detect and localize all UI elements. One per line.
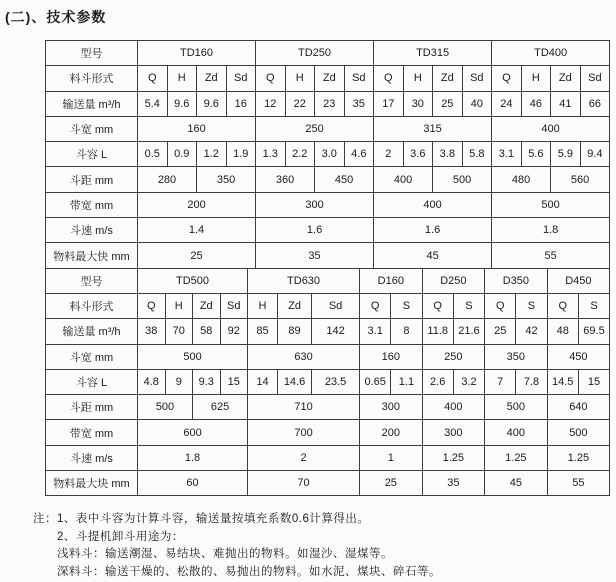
value-cell: 25 [360, 471, 423, 496]
value-cell: Zd [433, 66, 463, 91]
value-cell: 1.25 [422, 445, 485, 470]
value-cell: 2.2 [285, 142, 315, 167]
value-cell: D450 [547, 268, 610, 293]
value-cell: 500 [433, 167, 492, 192]
page-title: (二)、技术参数 [5, 9, 107, 25]
value-cell: 9.3 [193, 369, 221, 394]
value-cell: 8 [391, 319, 422, 344]
value-cell: 9 [165, 369, 193, 394]
value-cell: 500 [138, 344, 248, 369]
table-row [46, 319, 610, 344]
row-label-cell: 斗容 L [46, 142, 138, 167]
table-row [46, 91, 610, 116]
table-row [46, 268, 610, 293]
value-cell: 35 [344, 91, 374, 116]
value-cell: 1.6 [374, 218, 492, 243]
value-cell: 0.5 [138, 142, 168, 167]
value-cell: 60 [138, 471, 248, 496]
value-cell: Q [256, 66, 286, 91]
footnotes [33, 511, 616, 581]
value-cell: 400 [485, 420, 548, 445]
value-cell: 1.4 [138, 218, 256, 243]
value-cell: 66 [580, 91, 610, 116]
value-cell: Q [422, 293, 453, 318]
row-label-cell: 斗宽 mm [46, 344, 138, 369]
footnote-line [33, 511, 616, 529]
value-cell: 3.8 [433, 142, 463, 167]
value-cell: 58 [193, 319, 221, 344]
value-cell: H [403, 66, 433, 91]
value-cell: 3.0 [315, 142, 345, 167]
value-cell: 350 [485, 344, 548, 369]
footnote-line: 深料斗：输送干燥的、松散的、易抛出的物料。如水泥、煤块、碎石等。 [57, 565, 441, 578]
value-cell: 9.4 [580, 142, 610, 167]
row-label-cell: 斗距 mm [46, 167, 138, 192]
table-row [46, 293, 610, 318]
value-cell: 1.25 [547, 445, 610, 470]
value-cell: 1.8 [138, 445, 248, 470]
value-cell: 42 [516, 319, 547, 344]
value-cell: H [248, 293, 278, 318]
value-cell: 300 [256, 192, 374, 217]
value-cell: 142 [312, 319, 360, 344]
value-cell: 400 [374, 192, 492, 217]
table-row [46, 218, 610, 243]
table-row [46, 471, 610, 496]
value-cell: 2 [374, 142, 404, 167]
row-label-cell: 斗宽 mm [46, 116, 138, 141]
row-label-cell: 带宽 mm [46, 420, 138, 445]
value-cell: 41 [551, 91, 581, 116]
value-cell: 25 [138, 243, 256, 268]
table-row [46, 344, 610, 369]
value-cell: 160 [138, 116, 256, 141]
value-cell: 2 [248, 445, 360, 470]
value-cell: 69.5 [578, 319, 609, 344]
table-row [46, 445, 610, 470]
row-label-cell: 输送量 m³/h [46, 91, 138, 116]
value-cell: S [391, 293, 422, 318]
value-cell: 38 [138, 319, 166, 344]
value-cell: 710 [248, 395, 360, 420]
value-cell: Zd [551, 66, 581, 91]
value-cell: 4.8 [138, 369, 166, 394]
value-cell: 3.6 [403, 142, 433, 167]
value-cell: 45 [374, 243, 492, 268]
value-cell: 280 [138, 167, 197, 192]
value-cell: 15 [578, 369, 609, 394]
table-row [46, 66, 610, 91]
spec-table-container [45, 40, 610, 496]
value-cell: 14.6 [278, 369, 312, 394]
value-cell: 15 [220, 369, 248, 394]
value-cell: 4.6 [344, 142, 374, 167]
value-cell: TD315 [374, 41, 492, 66]
value-cell: D350 [485, 268, 548, 293]
row-label-cell: 物料最大快 mm [46, 243, 138, 268]
value-cell: 9.6 [167, 91, 197, 116]
value-cell: Q [138, 293, 166, 318]
value-cell: 630 [248, 344, 360, 369]
value-cell: TD400 [492, 41, 610, 66]
row-label-cell: 带宽 mm [46, 192, 138, 217]
row-label-cell: 物料最大块 mm [46, 471, 138, 496]
value-cell: 400 [492, 116, 610, 141]
table-row [46, 420, 610, 445]
row-label-cell: 料斗形式 [46, 66, 138, 91]
table-row [46, 41, 610, 66]
value-cell: 2.6 [422, 369, 453, 394]
value-cell: 11.8 [422, 319, 453, 344]
value-cell: 500 [492, 192, 610, 217]
value-cell: 22 [285, 91, 315, 116]
row-label-cell: 料斗形式 [46, 293, 138, 318]
value-cell: 40 [462, 91, 492, 116]
value-cell: 14.5 [547, 369, 578, 394]
value-cell: Sd [344, 66, 374, 91]
value-cell: TD160 [138, 41, 256, 66]
value-cell: Zd [193, 293, 221, 318]
value-cell: Sd [226, 66, 256, 91]
value-cell: 30 [403, 91, 433, 116]
value-cell: 0.9 [167, 142, 197, 167]
table-row [46, 369, 610, 394]
footnote-line: 浅料斗：输送潮湿、易结块、难抛出的物料。如湿沙、湿煤等。 [57, 548, 393, 561]
table-row [46, 142, 610, 167]
row-label-cell: 斗容 L [46, 369, 138, 394]
value-cell: 46 [521, 91, 551, 116]
value-cell: 250 [422, 344, 485, 369]
value-cell: 350 [197, 167, 256, 192]
value-cell: Sd [580, 66, 610, 91]
row-label-cell: 型号 [46, 268, 138, 293]
value-cell: 55 [547, 471, 610, 496]
value-cell: 16 [226, 91, 256, 116]
value-cell: 450 [315, 167, 374, 192]
value-cell: Q [138, 66, 168, 91]
value-cell: 35 [422, 471, 485, 496]
value-cell: 250 [256, 116, 374, 141]
value-cell: 45 [485, 471, 548, 496]
value-cell: H [285, 66, 315, 91]
value-cell: Zd [197, 66, 227, 91]
value-cell: 12 [256, 91, 286, 116]
value-cell: 92 [220, 319, 248, 344]
value-cell: 600 [138, 420, 248, 445]
value-cell: 89 [278, 319, 312, 344]
value-cell: 400 [422, 395, 485, 420]
value-cell: 5.6 [521, 142, 551, 167]
value-cell: 560 [551, 167, 610, 192]
value-cell: 23 [315, 91, 345, 116]
value-cell: TD500 [138, 268, 248, 293]
table-row [46, 243, 610, 268]
value-cell: Q [547, 293, 578, 318]
value-cell: 23.5 [312, 369, 360, 394]
value-cell: 48 [547, 319, 578, 344]
spec-table-bottom [45, 268, 610, 497]
row-label-cell: 输送量 m³/h [46, 319, 138, 344]
value-cell: Sd [462, 66, 492, 91]
value-cell: H [165, 293, 193, 318]
value-cell: S [578, 293, 609, 318]
value-cell: 85 [248, 319, 278, 344]
value-cell: 300 [422, 420, 485, 445]
value-cell: 5.8 [462, 142, 492, 167]
value-cell: 1.9 [226, 142, 256, 167]
value-cell: 21.6 [453, 319, 484, 344]
value-cell: 700 [248, 420, 360, 445]
value-cell: 70 [248, 471, 360, 496]
value-cell: 1.1 [391, 369, 422, 394]
value-cell: 70 [165, 319, 193, 344]
row-label-cell: 斗速 m/s [46, 218, 138, 243]
value-cell: 35 [256, 243, 374, 268]
value-cell: 3.1 [360, 319, 391, 344]
footnote-text: 1、表中斗容为计算斗容，输送量按填充系数0.6计算得出。 [57, 513, 370, 526]
value-cell: 1.2 [197, 142, 227, 167]
value-cell: 500 [138, 395, 193, 420]
value-cell: 1.3 [256, 142, 286, 167]
value-cell: 500 [485, 395, 548, 420]
value-cell: TD630 [248, 268, 360, 293]
value-cell: TD250 [256, 41, 374, 66]
value-cell: 640 [547, 395, 610, 420]
row-label-cell: 斗速 m/s [46, 445, 138, 470]
table-row [46, 192, 610, 217]
value-cell: Q [360, 293, 391, 318]
value-cell: Q [492, 66, 522, 91]
row-label-cell: 斗距 mm [46, 395, 138, 420]
table-row [46, 116, 610, 141]
value-cell: 5.4 [138, 91, 168, 116]
value-cell: 3.2 [453, 369, 484, 394]
value-cell: 7.8 [516, 369, 547, 394]
table-row [46, 167, 610, 192]
value-cell: S [516, 293, 547, 318]
value-cell: 500 [547, 420, 610, 445]
value-cell: H [521, 66, 551, 91]
value-cell: 1.8 [492, 218, 610, 243]
value-cell: 1.25 [485, 445, 548, 470]
footnote-line: 2、斗提机卸斗用途为： [57, 530, 184, 543]
value-cell: Sd [312, 293, 360, 318]
value-cell: 625 [193, 395, 248, 420]
value-cell: H [167, 66, 197, 91]
value-cell: 315 [374, 116, 492, 141]
spec-table-top [45, 40, 610, 269]
value-cell: 9.6 [197, 91, 227, 116]
value-cell: 450 [547, 344, 610, 369]
value-cell: 300 [360, 395, 423, 420]
value-cell: 7 [485, 369, 516, 394]
value-cell: 480 [492, 167, 551, 192]
value-cell: 1.6 [256, 218, 374, 243]
footnote-label: 注： [33, 513, 57, 526]
value-cell: 200 [360, 420, 423, 445]
value-cell: Q [374, 66, 404, 91]
value-cell: 5.9 [551, 142, 581, 167]
value-cell: 3.1 [492, 142, 522, 167]
row-label-cell: 型号 [46, 41, 138, 66]
value-cell: 160 [360, 344, 423, 369]
value-cell: Zd [278, 293, 312, 318]
value-cell: 55 [492, 243, 610, 268]
table-row [46, 395, 610, 420]
value-cell: 400 [374, 167, 433, 192]
value-cell: S [453, 293, 484, 318]
value-cell: 360 [256, 167, 315, 192]
value-cell: 24 [492, 91, 522, 116]
value-cell: 14 [248, 369, 278, 394]
value-cell: 1 [360, 445, 423, 470]
value-cell: Sd [220, 293, 248, 318]
value-cell: 25 [485, 319, 516, 344]
value-cell: 17 [374, 91, 404, 116]
value-cell: 0.65 [360, 369, 391, 394]
value-cell: D250 [422, 268, 485, 293]
value-cell: Zd [315, 66, 345, 91]
value-cell: Q [485, 293, 516, 318]
value-cell: 200 [138, 192, 256, 217]
value-cell: 25 [433, 91, 463, 116]
value-cell: D160 [360, 268, 423, 293]
